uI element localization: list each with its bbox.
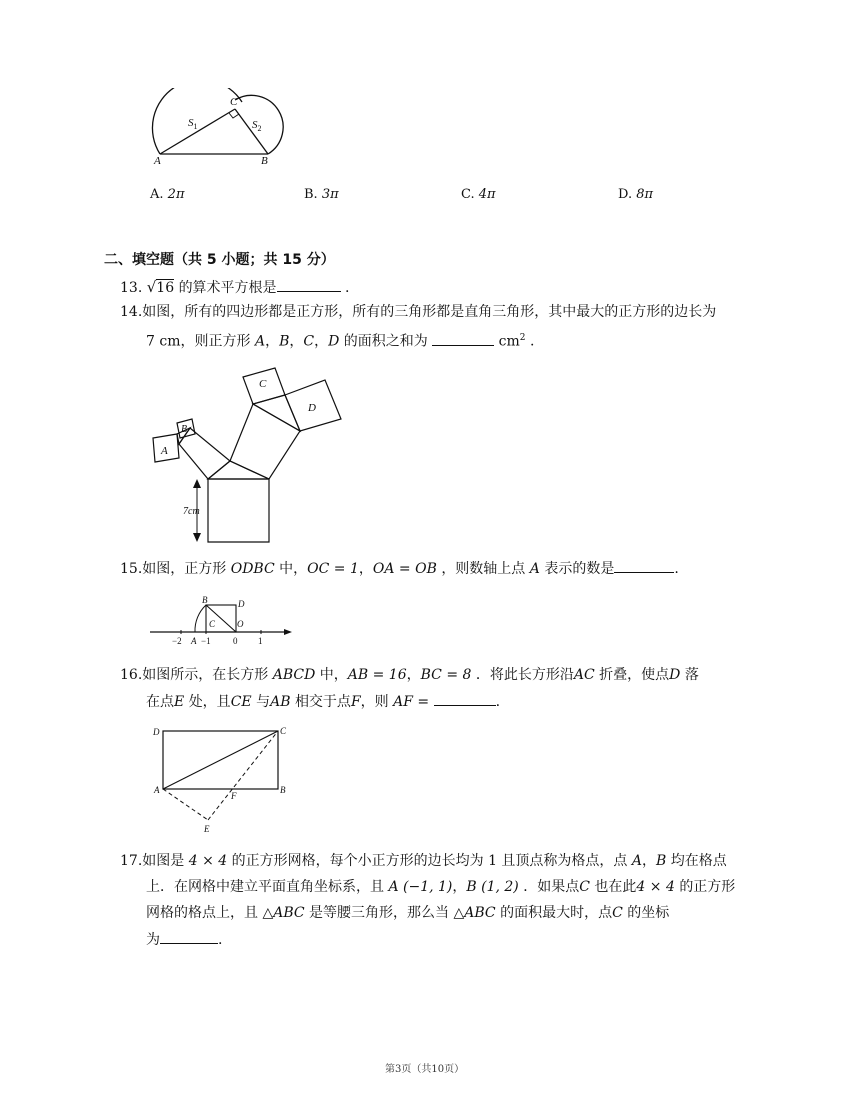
question-17-line3: 网格的格点上，且 △ABC 是等腰三角形，那么当 △ABC 的面积最大时，点C 的坐标 <box>146 905 670 921</box>
svg-text:D: D <box>153 727 160 737</box>
q14-answer-blank[interactable] <box>432 331 494 346</box>
page-footer: 第3页（共10页） <box>385 1064 465 1075</box>
svg-text:B: B <box>202 595 208 605</box>
label-s2: $S_2$ <box>252 119 262 133</box>
svg-text:D: D <box>308 402 316 414</box>
q14-figure <box>145 362 345 548</box>
question-14-line2: 7 cm，则正方形 A，B，C，D 的面积之和为 $cm^2$ . <box>146 328 534 352</box>
svg-text:C: C <box>209 619 216 629</box>
svg-text:C: C <box>280 726 287 736</box>
label-b: B <box>261 155 268 167</box>
question-16-line1: 16.如图所示，在长方形 ABCD 中，AB = 16，BC = 8 ．将此长方形沿AC 折叠，使点D 落 <box>120 667 699 683</box>
svg-text:1: 1 <box>258 636 263 646</box>
svg-text:E: E <box>204 824 210 834</box>
label-s1: $S_1$ <box>188 117 198 131</box>
question-17-line1: 17.如图是 4 × 4 的正方形网格，每个小正方形的边长均为 1 且顶点称为格点，点 A，B 均在格点 <box>120 853 727 869</box>
svg-text:A: A <box>154 785 160 795</box>
question-15: 15.如图，正方形 ODBC 中，OC = 1，OA = OB ，则数轴上点 A 表示的数是 . <box>120 558 679 579</box>
question-17-line4: 为 . <box>146 929 222 950</box>
sqrt-symbol: √ <box>146 278 157 296</box>
q15-answer-blank[interactable] <box>614 558 674 573</box>
option-b[interactable]: B. 3π <box>304 187 339 202</box>
q12-figure <box>150 88 290 168</box>
svg-text:D: D <box>238 599 245 609</box>
svg-text:7cm: 7cm <box>183 506 200 517</box>
option-c[interactable]: C. 4π <box>461 187 496 202</box>
section-title: 二、填空题（共 5 小题；共 15 分） <box>104 252 335 268</box>
svg-text:−1: −1 <box>201 636 211 646</box>
svg-text:C: C <box>259 378 267 390</box>
svg-text:−2: −2 <box>172 636 182 646</box>
question-17-line2: 上．在网格中建立平面直角坐标系，且 A (−1, 1)，B (1, 2) ．如果点C 也在此4 × 4 的正方形 <box>146 879 736 895</box>
q17-answer-blank[interactable] <box>160 929 218 944</box>
svg-text:A: A <box>191 636 197 646</box>
q16-figure <box>150 722 295 837</box>
svg-text:A: A <box>161 445 168 457</box>
q16-answer-blank[interactable] <box>434 691 496 706</box>
q13-number: 13. <box>120 280 143 296</box>
q15-figure <box>148 595 298 649</box>
mid-square-right <box>230 404 300 479</box>
q13-text: 的算术平方根是 <box>178 280 277 296</box>
label-c: C <box>230 96 238 108</box>
svg-text:F: F <box>231 791 237 801</box>
q13-radicand: 16 <box>156 280 175 296</box>
question-14-line1: 14.如图，所有的四边形都是正方形，所有的三角形都是直角三角形，其中最大的正方形的边长为 <box>120 304 717 320</box>
question-16-line2: 在点E 处，且CE 与AB 相交于点F，则 AF = . <box>146 691 500 712</box>
question-13: 13. √16 的算术平方根是 . <box>120 278 350 296</box>
q13-answer-blank[interactable] <box>277 277 341 292</box>
svg-text:O: O <box>237 619 244 629</box>
option-a[interactable]: A. 2π <box>150 187 185 202</box>
svg-text:B: B <box>181 424 188 435</box>
svg-text:B: B <box>280 785 286 795</box>
option-d[interactable]: D. 8π <box>618 187 654 202</box>
label-a: A <box>154 155 161 167</box>
semicircle-s1 <box>152 88 242 154</box>
big-square <box>208 479 269 542</box>
svg-text:0: 0 <box>233 636 238 646</box>
